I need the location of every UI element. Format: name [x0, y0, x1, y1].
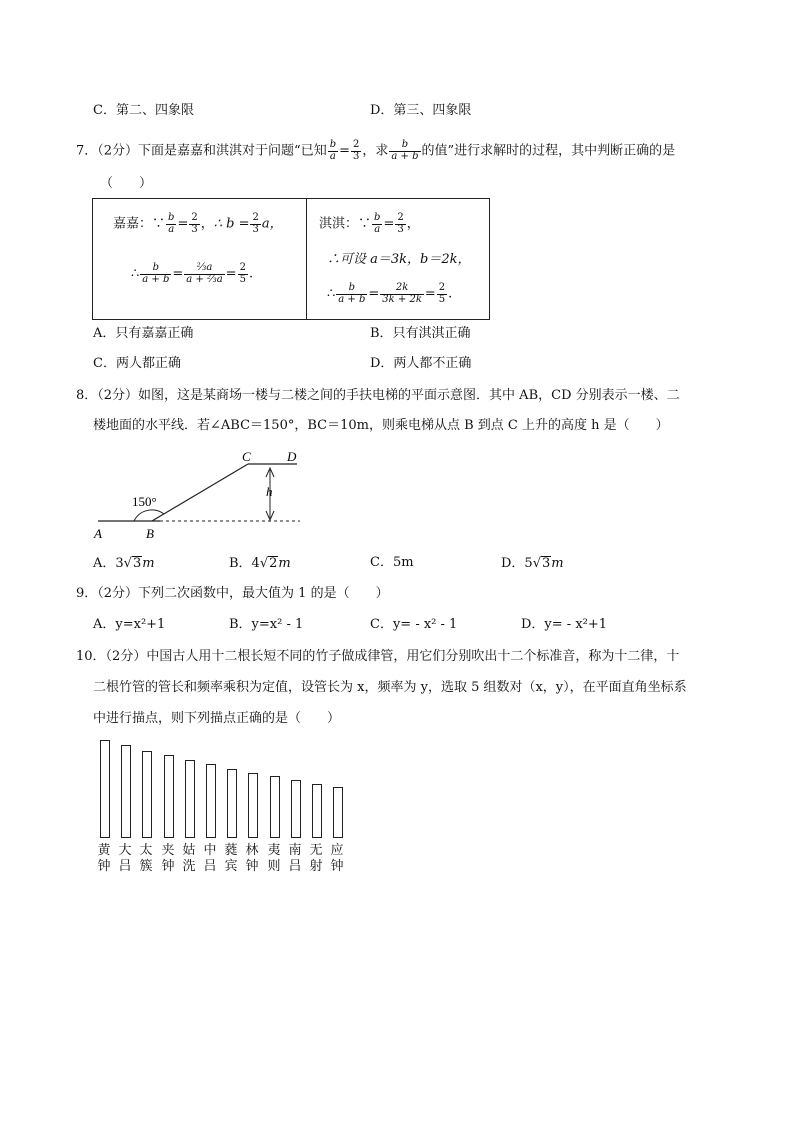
q7-option-b[interactable]: B．只有淇淇正确 — [370, 326, 471, 341]
pipe-label: 黄 钟 — [97, 843, 111, 874]
bamboo-pipe — [121, 745, 131, 838]
pipe-label: 大 吕 — [118, 843, 132, 874]
pipe-label: 姑 洗 — [182, 843, 196, 874]
bamboo-pipe — [142, 751, 152, 838]
pipe-label: 林 钟 — [245, 843, 259, 874]
label-a: A — [94, 526, 102, 541]
q8-option-b[interactable]: B．4√2m — [229, 556, 291, 571]
q9-option-b[interactable]: B．y=x² - 1 — [229, 617, 304, 632]
jiajia-line2: ∴ $\frac{b}{a + b}$ = $\frac{\text{⅔a}}{\text{a + ⅔a}}$ = $\frac{2}{5}$ . — [131, 262, 254, 285]
label-c: C — [242, 449, 251, 464]
q7-solution-table — [92, 198, 490, 320]
q8-stem-line2: 楼地面的水平线．若∠ABC＝150°，BC＝10m，则乘电梯从点 B 到点 C 上升的高度 h 是（ ） — [93, 418, 669, 433]
pipe-label: 应 钟 — [330, 843, 344, 874]
bamboo-pipe — [248, 773, 258, 838]
q10-stem-line3: 中进行描点，则下列描点正确的是（ ） — [93, 711, 341, 726]
pipe-label: 南 吕 — [288, 843, 302, 874]
q7-frac-b-over-a-plus-b: $\frac{b}{a + b}$ — [391, 139, 419, 162]
q8-option-d[interactable]: D．5√3m — [501, 556, 564, 571]
q7-option-d[interactable]: D．两人都不正确 — [370, 356, 472, 371]
q8-option-c[interactable]: C．5m — [370, 555, 414, 570]
q10-stem-line1: 10．（2分）中国古人用十二根长短不同的竹子做成律管，用它们分别吹出十二个标准音，称为十二律，十 — [76, 649, 680, 664]
label-d: D — [287, 449, 297, 464]
q6-option-c[interactable]: C．第二、四象限 — [93, 103, 194, 118]
q8-stem-line1: 8．（2分）如图，这是某商场一楼与二楼之间的手扶电梯的平面示意图．其中 AB，CD 分别表示一楼、二 — [76, 388, 680, 403]
q7-option-c[interactable]: C．两人都正确 — [93, 356, 181, 371]
q7-frac-b-over-a: $\frac{b}{a}$ — [329, 139, 337, 162]
q7-stem: 7．（2分）下面是嘉嘉和淇淇对于问题“已知 $\frac{b}{a}$ = $\frac{2}{3}$ ，求 $\frac{b}{a + b}$ 的值”进行求解时的过程，其中判断正确的是 — [76, 139, 676, 162]
table-divider — [306, 199, 307, 319]
pipe-label: 夷 则 — [267, 843, 281, 874]
qiqi-line2: ∴可设 a＝3k，b＝2k， — [327, 252, 471, 267]
q9-stem: 9．（2分）下列二次函数中，最大值为 1 的是（ ） — [76, 586, 389, 601]
label-angle: 150° — [132, 494, 157, 509]
q7-option-a[interactable]: A．只有嘉嘉正确 — [93, 326, 194, 341]
pipe-label: 太 簇 — [139, 843, 153, 874]
qiqi-line1: 淇淇：∵ $\frac{b}{a}$ = $\frac{2}{3}$ ， — [319, 212, 420, 235]
bamboo-pipe — [100, 740, 110, 838]
q9-option-c[interactable]: C．y= - x² - 1 — [370, 617, 458, 632]
q9-option-a[interactable]: A．y=x²+1 — [93, 617, 166, 632]
qiqi-line3: ∴ $\frac{b}{a + b}$ = $\frac{2k}{3k + 2k}$ = $\frac{2}{5}$ . — [327, 282, 453, 305]
jiajia-line1: 嘉嘉：∵ $\frac{b}{a}$ = $\frac{2}{3}$ ，∴ b = $\frac{2}{3}$ a， — [113, 212, 283, 235]
label-h: h — [266, 484, 273, 499]
q8-option-a[interactable]: A．3√3m — [93, 556, 155, 571]
pipe-label: 中 吕 — [203, 843, 217, 874]
bamboo-pipe — [312, 784, 322, 838]
bamboo-pipe — [206, 764, 216, 838]
pipe-label: 夹 钟 — [161, 843, 175, 874]
q7-answer-paren: （ ） — [100, 176, 153, 191]
q6-option-d[interactable]: D．第三、四象限 — [370, 103, 472, 118]
bamboo-pipe — [291, 780, 301, 838]
bamboo-pipe — [227, 769, 237, 838]
pipe-label: 无 射 — [309, 843, 323, 874]
line-bc — [152, 464, 248, 521]
bamboo-pipe — [270, 776, 280, 838]
q10-stem-line2: 二根竹管的管长和频率乘积为定值，设管长为 x，频率为 y，选取 5 组数对（x，y），在平面直角坐标系 — [93, 680, 687, 695]
escalator-diagram — [90, 448, 310, 543]
q9-option-d[interactable]: D．y= - x²+1 — [521, 617, 608, 632]
q7-stem-text: 7．（2分）下面是嘉嘉和淇淇对于问题“已知 — [76, 143, 327, 159]
bamboo-pipe — [333, 787, 343, 838]
bamboo-pipe — [185, 760, 195, 838]
q7-frac-2-over-3: $\frac{2}{3}$ — [353, 139, 360, 162]
label-b: B — [146, 526, 154, 541]
pipe-label: 蕤 宾 — [224, 843, 238, 874]
angle-arc — [134, 510, 164, 521]
bamboo-pipe — [164, 755, 174, 838]
